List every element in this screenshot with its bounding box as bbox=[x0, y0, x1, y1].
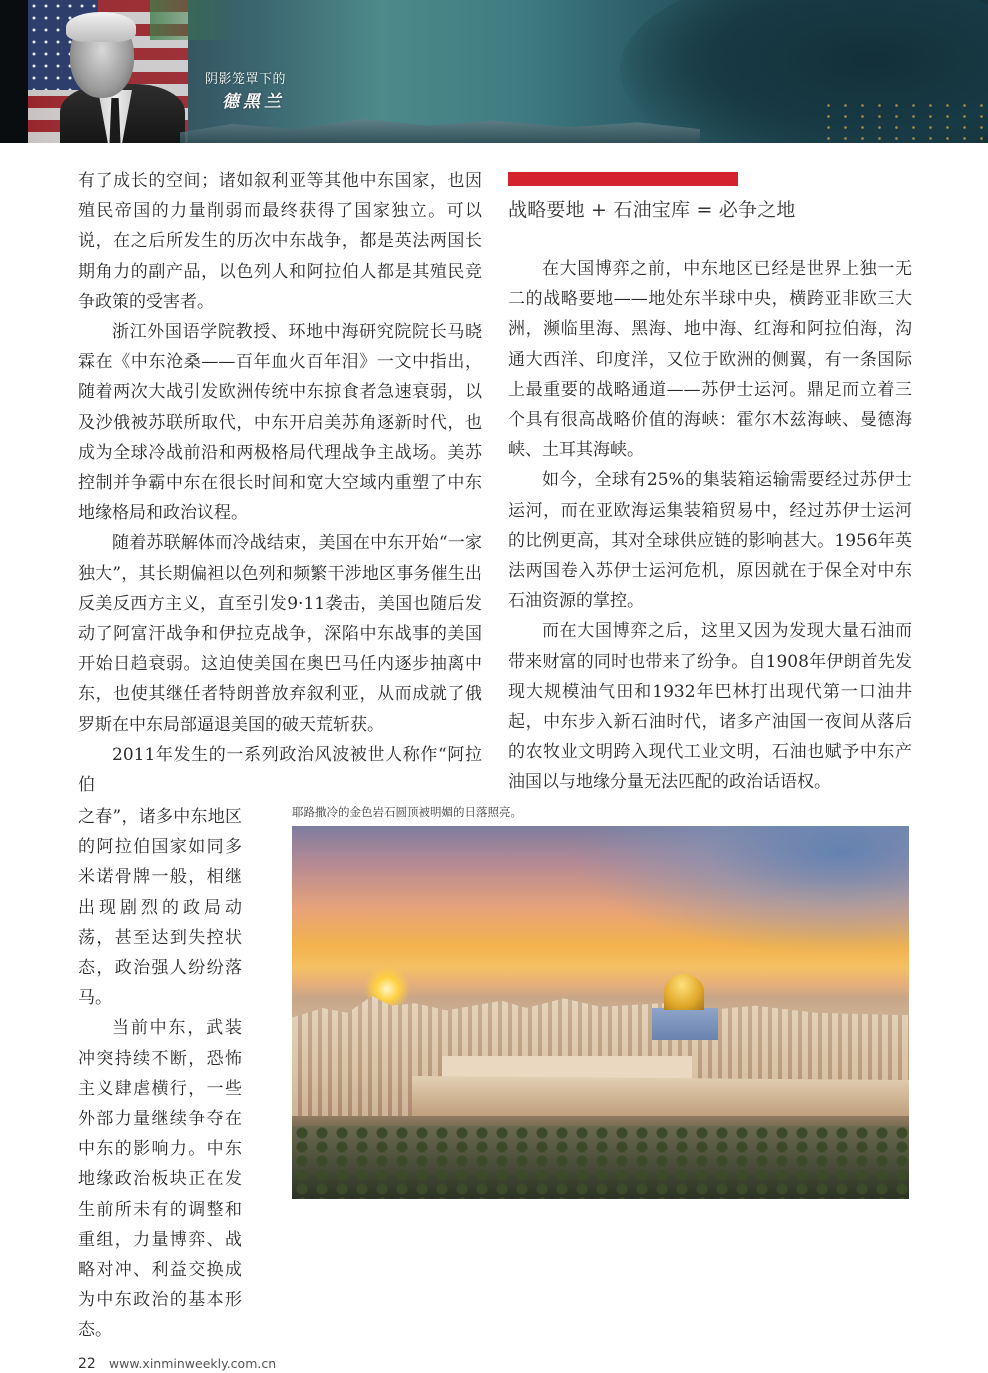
photo-caption: 耶路撒冷的金色岩石圆顶被明媚的日落照亮。 bbox=[292, 805, 522, 819]
body-paragraph: 随着苏联解体而冷战结束，美国在中东开始“一家独大”，其长期偏袒以色列和频繁干涉地区事务催生出反美反西方主义，直至引发9·11袭击，美国也随后发动了阿富汗战争和伊拉克战争，深陷中东战事的美国开始日趋衰弱。这迫使美国在奥巴马任内逐步抽离中东，也使其继任者特朗普放弃叙利亚，从而成就了俄罗斯在中东局部逼退美国的破天荒斩获。 bbox=[78, 533, 482, 735]
photo-olive-trees bbox=[292, 1126, 909, 1199]
photo-old-city-wall bbox=[412, 1076, 909, 1116]
body-paragraph: 之春”，诸多中东地区的阿拉伯国家如同多米诺骨牌一般，相继出现剧烈的政局动荡，甚至达到失控状态，政治强人纷纷落马。 bbox=[78, 807, 242, 1009]
mountain-range bbox=[180, 112, 700, 143]
section-accent-bar bbox=[508, 172, 738, 186]
portrait-hair bbox=[66, 12, 136, 42]
right-column bbox=[508, 254, 912, 798]
photo-dome-building bbox=[652, 1008, 718, 1040]
city-lights bbox=[820, 100, 988, 143]
page-number: 22 bbox=[78, 1356, 96, 1372]
body-paragraph: 当前中东，武装冲突持续不断，恐怖主义肆虐横行，一些外部力量继续争夺在中东的影响力。中东地缘政治板块正在发生前所未有的调整和重组，力量博弈、战略对冲、利益交换成为中东政治的基本形态。 bbox=[78, 1018, 242, 1341]
left-column-narrow bbox=[78, 802, 242, 1346]
body-paragraph: 有了成长的空间；诸如叙利亚等其他中东国家，也因殖民帝国的力量削弱而最终获得了国家独立。可以说，在之后所发生的历次中东战争，都是英法两国长期角力的副产品，以色列人和阿拉伯人都是其殖民竞争政策的受害者。 bbox=[78, 171, 482, 312]
body-paragraph: 2011年发生的一系列政治风波被世人称作“阿拉伯 bbox=[78, 744, 482, 796]
portrait-figure bbox=[60, 12, 190, 143]
body-paragraph: 浙江外国语学院教授、环地中海研究院院长马晓霖在《中东沧桑——百年血火百年泪》一文中指出，随着两次大战引发欧洲传统中东掠食者急速衰弱，以及沙俄被苏联所取代，中东开启美苏角逐新时代，也成为全球冷战前沿和两极格局代理战争主战场。美苏控制并争霸中东在很长时间和宽大空域内重塑了中东地缘格局和政治议程。 bbox=[78, 322, 482, 524]
photo-golden-dome bbox=[664, 974, 704, 1010]
page-footer bbox=[78, 1354, 276, 1373]
jerusalem-sunset-photo bbox=[292, 826, 909, 1199]
body-paragraph: 在大国博弈之前，中东地区已经是世界上独一无二的战略要地——地处东半球中央，横跨亚非欧三大洲，濒临里海、黑海、地中海、红海和阿拉伯海，沟通大西洋、印度洋，又位于欧洲的侧翼，有一条国际上最重要的战略通道——苏伊士运河。鼎足而立着三个具有很高战略价值的海峡：霍尔木兹海峡、曼德海峡、土耳其海峡。 bbox=[508, 259, 912, 461]
header-banner bbox=[0, 0, 988, 143]
photo-temple-mount-plaza bbox=[442, 1056, 692, 1080]
body-paragraph: 而在大国博弈之后，这里又因为发现大量石油而带来财富的同时也带来了纷争。自1908年伊朗首先发现大规模油气田和1932年巴林打出现代第一口油井起，中东步入新石油时代，诸多产油国一夜间从落后的农牧业文明跨入现代工业文明，石油也赋予中东产油国以与地缘分量无法匹配的政治话语权。 bbox=[508, 621, 912, 793]
banner-title-line1: 阴影笼罩下的 bbox=[205, 72, 287, 87]
left-column bbox=[78, 166, 482, 800]
banner-title-line2: 德黑兰 bbox=[222, 92, 285, 112]
section-heading: 战略要地 + 石油宝库 = 必争之地 bbox=[508, 199, 796, 221]
body-paragraph: 如今，全球有25%的集装箱运输需要经过苏伊士运河，而在亚欧海运集装箱贸易中，经过苏伊士运河的比例更高，其对全球供应链的影响甚大。1956年英法两国卷入苏伊士运河危机，原因就在于保全对中东石油资源的掌控。 bbox=[508, 470, 912, 612]
photo-sky bbox=[569, 826, 909, 956]
website-url: www.xinminweekly.com.cn bbox=[108, 1356, 277, 1371]
